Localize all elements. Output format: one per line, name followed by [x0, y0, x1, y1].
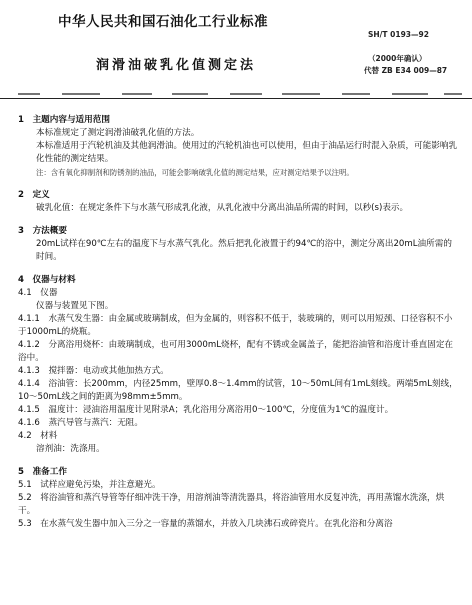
paragraph: 破乳化值：在规定条件下与水蒸气形成乳化液，从乳化液中分离出油品所需的时间，以秒(s)表示。 — [36, 203, 409, 213]
section-heading: 2 定义 — [18, 190, 50, 200]
confirmation-note: （2000年确认） — [368, 54, 427, 63]
replaces-note: 代替 ZB E34 009—87 — [364, 66, 448, 75]
section-heading: 1 主题内容与适用范围 — [18, 115, 110, 125]
paragraph: 本标准规定了测定润滑油破乳化值的方法。 — [36, 128, 200, 138]
issuing-organization: 中华人民共和国石油化工行业标准 — [58, 14, 268, 30]
section-heading: 4 仪器与材料 — [18, 275, 76, 285]
clause: 5.1 试样应避免污染，并注意避光。 — [18, 480, 161, 490]
clause: 5.2 将浴油管和蒸汽导管等仔细冲洗干净，用溶剂油等清洗器具，将浴油管用水反复冲洗，再用蒸馏水洗涤，烘干。 — [18, 493, 445, 516]
standard-title: 润滑油破乳化值测定法 — [96, 58, 257, 73]
paragraph: 本标准适用于汽轮机油及其他润滑油。使用过的汽轮机油也可以使用，但由于油品运行时混入杂质，可能影响乳化性能的测定结果。 — [36, 141, 458, 164]
paragraph: 20mL试样在90℃左右的温度下与水蒸气乳化。然后把乳化液置于约94℃的浴中，测定分离出20mL油所需的时间。 — [36, 239, 452, 262]
header-rule — [0, 98, 472, 99]
clause: 4.1.3 搅拌器：电动或其他加热方式。 — [18, 366, 169, 376]
clause: 4.1.4 浴油管：长200mm，内径25mm，壁厚0.8～1.4mm的试管，10～50mL间有1mL刻线。两端5mL刻线，10～50mL线之间的距离为98mm±5mm。 — [18, 379, 458, 402]
clause: 4.1.2 分离浴用烧杯：由玻璃制成，也可用3000mL烧杯，配有不锈或金属盖子，能把浴油管和浴度计垂直固定在浴中。 — [18, 340, 454, 363]
section-heading: 5 准备工作 — [18, 467, 67, 477]
header-dashed-divider — [0, 92, 472, 96]
paragraph: 溶剂油：洗涤用。 — [36, 444, 105, 454]
clause: 4.1.5 温度计：浸油浴用温度计见附录A；乳化浴用分离浴用0～100℃，分度值为1℃的温度计。 — [18, 405, 394, 415]
clause: 4.1.6 蒸汽导管与蒸汽：无阻。 — [18, 418, 143, 428]
paragraph: 仪器与装置见下图。 — [36, 301, 114, 311]
clause: 4.1.1 水蒸气发生器：由金属或玻璃制成，但为金属的，则容积不低于，装玻璃的，则可以用短颈、口径容积不小于1000mL的烧瓶。 — [18, 314, 453, 337]
note-paragraph: 注：含有氧化抑制剂和防锈剂的油品，可能会影响破乳化值的测定结果，应对测定结果予以注明。 — [36, 168, 354, 177]
document-body — [18, 114, 458, 531]
section-heading: 3 方法概要 — [18, 226, 67, 236]
standard-code: SH/T 0193—92 — [368, 30, 429, 39]
subsection-heading: 4.1 仪器 — [18, 288, 58, 298]
subsection-heading: 4.2 材料 — [18, 431, 58, 441]
clause: 5.3 在水蒸气发生器中加入三分之一容量的蒸馏水，并放入几块沸石或碎瓷片。在乳化浴和分离浴 — [18, 519, 393, 529]
